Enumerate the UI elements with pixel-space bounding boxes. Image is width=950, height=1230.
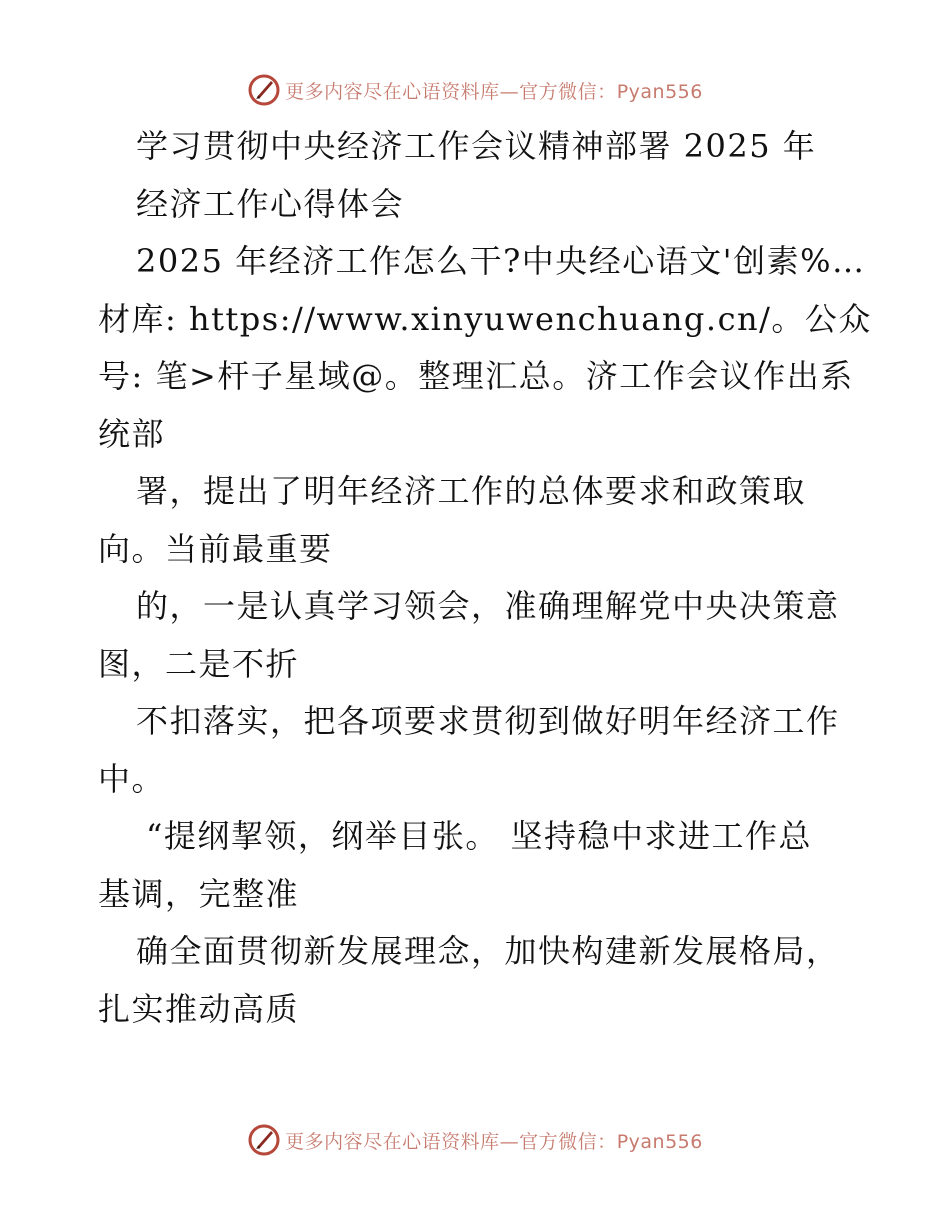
paragraph-line: 扎实推动高质 bbox=[98, 989, 300, 1028]
banner-dash: — bbox=[499, 80, 520, 103]
banner-text bbox=[285, 1127, 703, 1154]
paragraph-line: 中。 bbox=[98, 759, 166, 798]
quill-pen-logo-icon bbox=[247, 1123, 281, 1157]
banner-dash: — bbox=[499, 1130, 520, 1153]
title-line-1: 学习贯彻中央经济工作会议精神部署 2025 年 bbox=[136, 127, 817, 165]
paragraph-line: “提纲挈领，纲举目张。 坚持稳中求进工作总 bbox=[146, 817, 813, 855]
title-line-2: 经济工作心得体会 bbox=[136, 184, 405, 223]
banner-prefix: 更多内容尽在心语资料库 bbox=[285, 1130, 500, 1153]
banner-text bbox=[285, 77, 703, 104]
paragraph-line: 确全面贯彻新发展理念，加快构建新发展格局， bbox=[136, 932, 840, 970]
paragraph-line: 署，提出了明年经济工作的总体要求和政策取 bbox=[136, 472, 807, 510]
banner-wechat-id: Pyan556 bbox=[616, 1130, 703, 1153]
paragraph-line: 图，二是不折 bbox=[98, 644, 300, 683]
paragraph-line: 号: 笔>杆子星域@。整理汇总。济工作会议作出系 bbox=[98, 357, 854, 395]
banner-wechat-id: Pyan556 bbox=[616, 80, 703, 103]
paragraph-line: 不扣落实，把各项要求贯彻到做好明年经济工作 bbox=[136, 702, 840, 740]
banner-prefix: 更多内容尽在心语资料库 bbox=[285, 80, 500, 103]
header-banner bbox=[0, 70, 950, 110]
document-body bbox=[98, 118, 872, 1038]
quill-pen-logo-icon bbox=[247, 73, 281, 107]
paragraph-line: 的，一是认真学习领会，准确理解党中央决策意 bbox=[136, 587, 840, 625]
paragraph-line: 基调，完整准 bbox=[98, 874, 300, 913]
banner-wechat-label: 官方微信： bbox=[519, 1130, 617, 1153]
paragraph-line: 向。当前最重要 bbox=[98, 529, 333, 568]
banner-wechat-label: 官方微信： bbox=[519, 80, 617, 103]
footer-banner bbox=[0, 1120, 950, 1160]
paragraph-line: 材库: https://www.xinyuwenchuang.cn/。公众 bbox=[98, 299, 872, 338]
paragraph-line: 统部 bbox=[98, 414, 166, 453]
paragraph-line: 2025 年经济工作怎么干?中央经心语文'创素%… bbox=[136, 242, 866, 280]
